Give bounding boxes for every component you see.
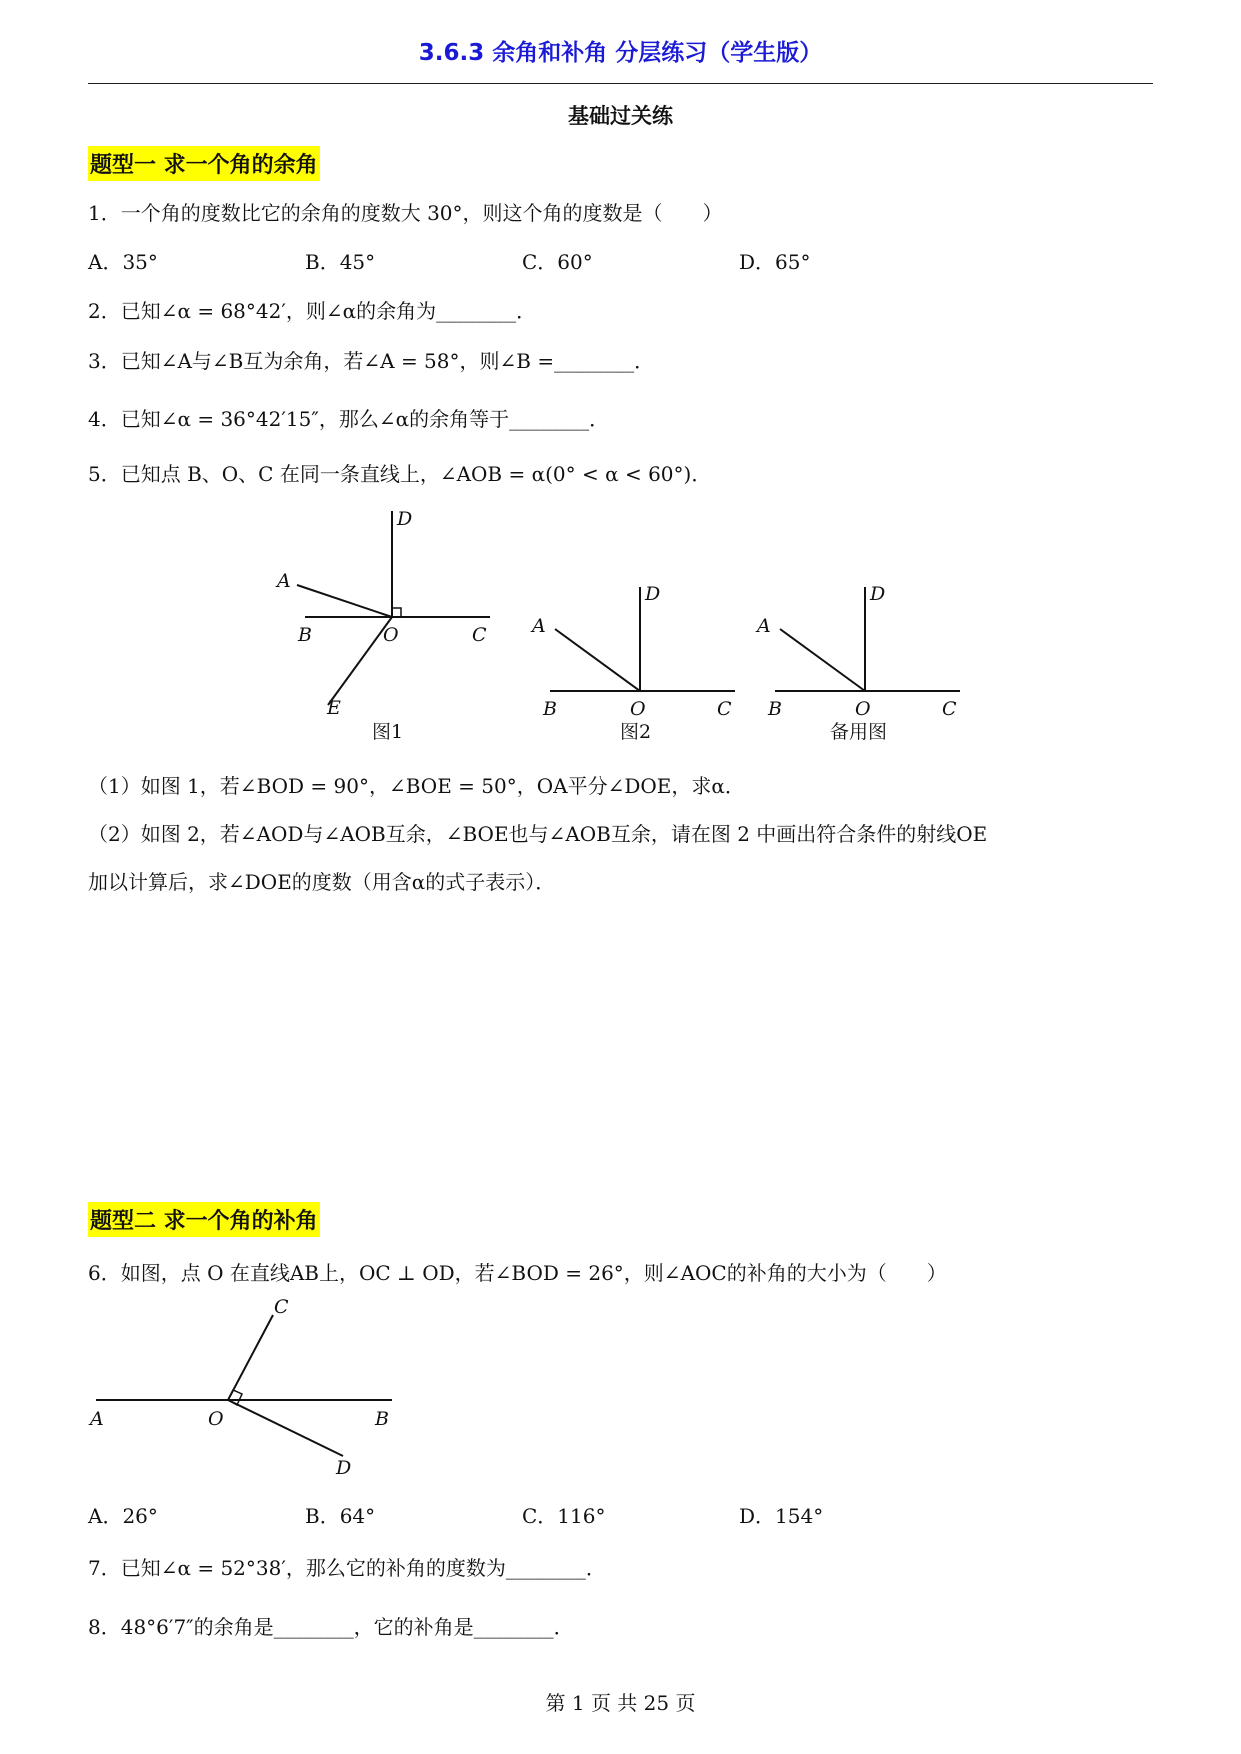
fig1-label-c: C: [472, 624, 487, 646]
fig3-caption: 备用图: [830, 721, 888, 743]
fig1-label-b: B: [298, 624, 312, 646]
q1-option-a: A．35°: [88, 250, 158, 274]
question-5: 5．已知点 B、O、C 在同一条直线上，∠AOB = α(0° < α < 60°)．: [88, 462, 712, 486]
q6-label-b: B: [375, 1408, 389, 1430]
question-6: 6．如图，点 O 在直线AB上，OC ⊥ OD，若∠BOD = 26°，则∠AOC的补角的大小为（ ）: [88, 1261, 947, 1285]
fig2-label-b: B: [543, 698, 557, 720]
q1-option-b: B．45°: [305, 250, 376, 274]
fig1-caption: 图1: [372, 721, 404, 743]
q6-label-a: A: [90, 1408, 104, 1430]
q1-option-d: D．65°: [739, 250, 811, 274]
question-4: 4．已知∠α = 36°42′15″，那么∠α的余角等于________．: [88, 407, 610, 431]
fig2-label-c: C: [717, 698, 732, 720]
question-5-part-2-line-1: （2）如图 2，若∠AOD与∠AOB互余，∠BOE也与∠AOB互余，请在图 2 中画出符合条件的射线OE: [88, 822, 988, 846]
q6-ray-od: [228, 1400, 343, 1456]
fig1-label-d: D: [397, 508, 413, 530]
fig3-label-b: B: [768, 698, 782, 720]
section-heading-1: 题型一 求一个角的余角: [88, 146, 320, 181]
question-5-part-1: （1）如图 1，若∠BOD = 90°，∠BOE = 50°，OA平分∠DOE，求α．: [88, 774, 745, 798]
fig1-ray-oa: [297, 585, 392, 617]
question-7: 7．已知∠α = 52°38′，那么它的补角的度数为________．: [88, 1556, 606, 1580]
fig1-label-e: E: [327, 697, 341, 719]
question-2: 2．已知∠α = 68°42′，则∠α的余角为________．: [88, 299, 537, 323]
q6-label-c: C: [274, 1296, 289, 1318]
section-subtitle: 基础过关练: [568, 104, 673, 128]
header-divider: [88, 83, 1153, 84]
q1-option-c: C．60°: [522, 250, 593, 274]
fig1-right-angle-mark: [392, 608, 401, 617]
q6-option-a: A．26°: [88, 1504, 158, 1528]
question-6-figure: [88, 1290, 408, 1480]
question-8: 8．48°6′7″的余角是________，它的补角是________．: [88, 1615, 574, 1639]
section-heading-2: 题型二 求一个角的补角: [88, 1202, 320, 1237]
fig1-label-o: O: [383, 624, 399, 646]
fig2-caption: 图2: [620, 721, 652, 743]
fig2-label-d: D: [645, 583, 661, 605]
page-footer: 第 1 页 共 25 页: [545, 1691, 696, 1715]
question-5-figures: [260, 505, 1000, 750]
fig3-ray-oa: [780, 629, 865, 691]
fig3-label-a: A: [757, 615, 771, 637]
document-title: 3.6.3 余角和补角 分层练习（学生版）: [418, 40, 823, 66]
fig2-label-a: A: [532, 615, 546, 637]
fig2-ray-oa: [555, 629, 640, 691]
question-3: 3．已知∠A与∠B互为余角，若∠A = 58°，则∠B =________．: [88, 349, 655, 373]
fig3-label-o: O: [855, 698, 871, 720]
fig2-label-o: O: [630, 698, 646, 720]
q6-ray-oc: [228, 1315, 273, 1400]
q6-label-o: O: [208, 1408, 224, 1430]
question-1: 1．一个角的度数比它的余角的度数大 30°，则这个角的度数是（ ）: [88, 201, 723, 225]
question-5-part-2-line-2: 加以计算后，求∠DOE的度数（用含α的式子表示）．: [88, 870, 556, 894]
q6-option-d: D．154°: [739, 1504, 824, 1528]
fig3-label-c: C: [942, 698, 957, 720]
q6-label-d: D: [336, 1457, 352, 1479]
fig1-label-a: A: [277, 570, 291, 592]
q6-option-c: C．116°: [522, 1504, 606, 1528]
q6-option-b: B．64°: [305, 1504, 376, 1528]
fig3-label-d: D: [870, 583, 886, 605]
